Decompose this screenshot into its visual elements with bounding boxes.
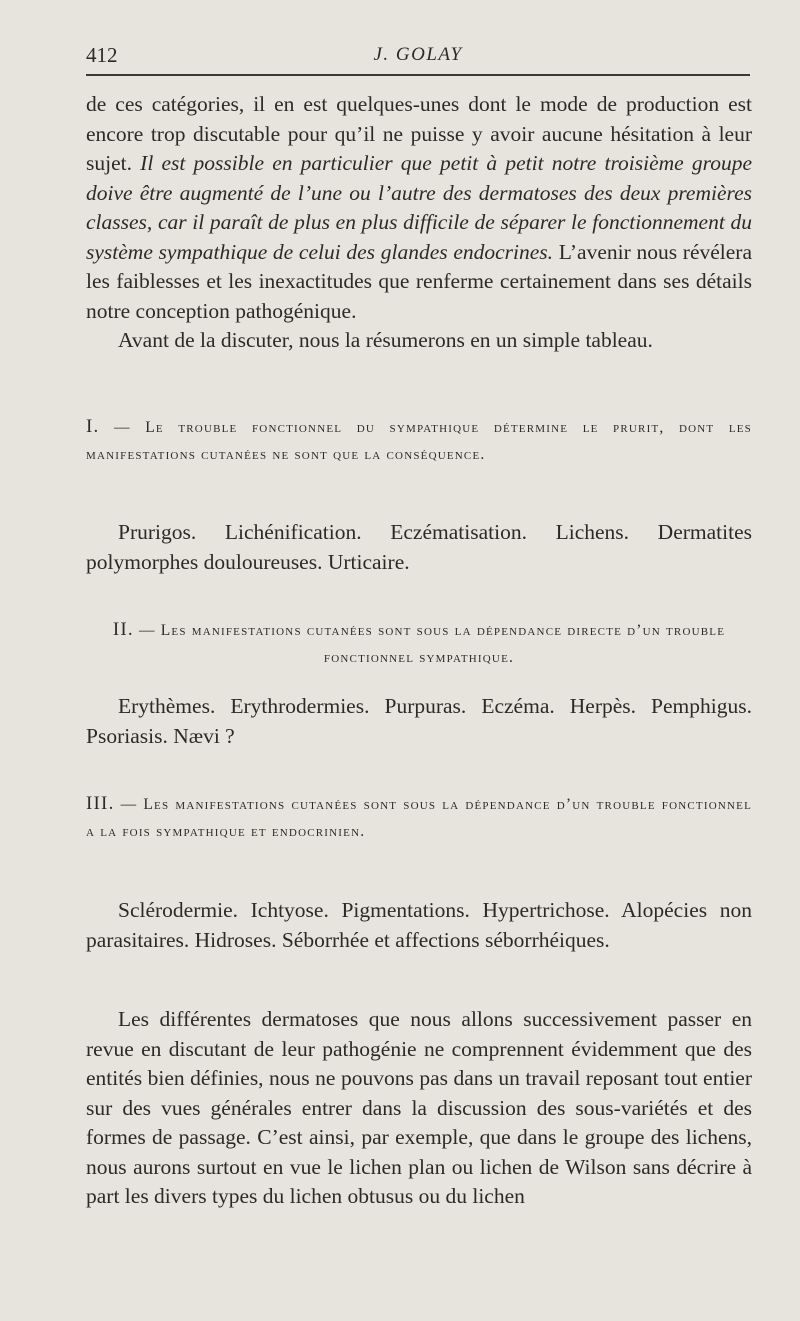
section-2-heading — [86, 616, 752, 671]
section-numeral: III. — [86, 793, 115, 814]
section-items: Sclérodermie. Ichtyose. Pigmentations. Hypertrichose. Alopécies non parasitaires. Hidroses. Séborrhée et affections séborrhéiques. — [86, 898, 752, 952]
intro-text-1: de ces catégories, il en est quelques-unes dont le mode de production est encore trop discutable pour qu’il ne puisse y avoir aucune hésitation à leur sujet. — [86, 92, 752, 175]
running-title: J. GOLAY — [373, 44, 463, 65]
section-numeral: II. — [112, 619, 134, 640]
closing-block — [86, 1005, 752, 1212]
section-items: Erythèmes. Erythrodermies. Purpuras. Eczéma. Herpès. Pemphigus. Psoriasis. Nævi ? — [86, 694, 752, 748]
section-3-heading — [86, 790, 752, 845]
intro-block — [86, 90, 752, 356]
section-heading-text: Les manifestations cutanées sont sous la dépendance directe d’un trouble fonctionnel sympathique. — [160, 622, 726, 666]
page-header — [86, 38, 750, 76]
section-numeral: I. — [86, 416, 100, 437]
intro-text-3: L’avenir nous révélera les faiblesses et les inexactitudes que renferme certainement dans ses détails notre conception pathogénique. — [86, 239, 752, 323]
closing-paragraph: Les différentes dermatoses que nous allons successivement passer en revue en discutant de leur pathogénie ne comprennent évidemment que des entités bien définies, nous ne pouvons pas dans un travail reposant tout entier sur des vues générales entrer dans la discussion des sous-variétés et des formes de passage. C’est ainsi, par exemple, que dans le groupe des lichens, nous aurons surtout en vue le lichen plan ou lichen de Wilson sans décrire à part les divers types du lichen obtusus ou du lichen — [86, 1007, 752, 1208]
section-1-items — [86, 518, 752, 577]
section-items: Prurigos. Lichénification. Eczématisation. Lichens. Dermatites polymorphes douloureuses. Urticaire. — [86, 520, 752, 574]
section-heading-text: Le trouble fonctionnel du sympathique détermine le prurit, dont les manifestations cutanées ne sont que la conséquence. — [86, 419, 752, 463]
intro-paragraph — [86, 90, 752, 326]
section-dash: — — [133, 622, 161, 639]
section-1-heading — [86, 413, 752, 468]
section-dash: — — [99, 419, 146, 436]
page-number: 412 — [86, 43, 118, 67]
section-heading-text: Les manifestations cutanées sont sous la dépendance d’un trouble fonctionnel a la fois sympathique et endocrinien. — [86, 796, 752, 840]
section-2-items — [86, 692, 752, 751]
intro-italic-text: Il est possible en particulier que petit à petit notre troisième groupe doive être augmenté de l’une ou l’autre des dermatoses des deux premières classes, car il paraît de plus en plus difficile de séparer le fonctionnement du système sympathique de celui des glandes endocrines. — [86, 151, 752, 264]
section-dash: — — [114, 796, 144, 813]
summary-line: Avant de la discuter, nous la résumerons en un simple tableau. — [118, 328, 653, 352]
section-3-items — [86, 896, 752, 955]
